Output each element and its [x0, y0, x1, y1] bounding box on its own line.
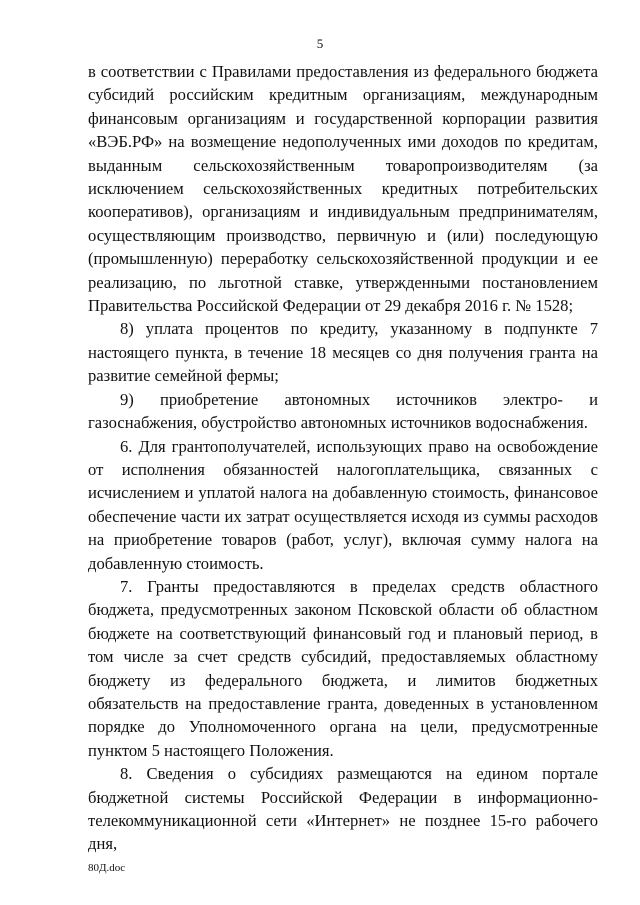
paragraph-item-8: 8) уплата процентов по кредиту, указанному в подпункте 7 настоящего пункта, в течение 18 месяцев со дня получения гранта на развитие семейной фермы; [88, 319, 598, 386]
paragraph-continuation: в соответствии с Правилами предоставления из федерального бюджета субсидий российским кредитным организациям, международным финансовым организациям и государственной корпорации развития «ВЭБ.РФ» на возмещение недополученных ими доходов по кредитам, выданным сельскохозяйственным товаропроизводителям (за исключением сельскохозяйственных кредитных потребительских кооперативов), организациям и индивидуальным предпринимателям, осуществляющим производство, первичную и (или) последующую (промышленную) переработку сельскохозяйственной продукции и ее реализацию, по льготной ставке, утвержденными постановлением Правительства Российской Федерации от 29 декабря 2016 г. № 1528; [88, 62, 598, 316]
paragraph-clause-7: 7. Гранты предоставляются в пределах средств областного бюджета, предусмотренных законом Псковской области об областном бюджете на соответствующий финансовый год и плановый период, в том числе за счет средств субсидий, предоставляемых областному бюджету из федерального бюджета, и лимитов бюджетных обязательств на предоставление гранта, доведенных в установленном порядке до Уполномоченного органа на цели, предусмотренные пунктом 5 настоящего Положения. [88, 576, 598, 760]
paragraph-clause-6: 6. Для грантополучателей, использующих право на освобождение от исполнения обязанностей налогоплательщика, связанных с исчислением и уплатой налога на добавленную стоимость, финансовое обеспечение части их затрат осуществляется исходя из суммы расходов на приобретение товаров (работ, услуг), включая сумму налога на добавленную стоимость. [88, 436, 598, 573]
document-body [88, 60, 598, 856]
footer-filename: 80Д.doc [88, 862, 126, 874]
paragraph-clause-8: 8. Сведения о субсидиях размещаются на едином портале бюджетной системы Российской Федерации в информационно-телекоммуникационной сети «Интернет» не позднее 15-го рабочего дня, [88, 764, 598, 854]
paragraph-item-9: 9) приобретение автономных источников электро- и газоснабжения, обустройство автономных источников водоснабжения. [88, 389, 598, 433]
page-number: 5 [316, 36, 324, 51]
